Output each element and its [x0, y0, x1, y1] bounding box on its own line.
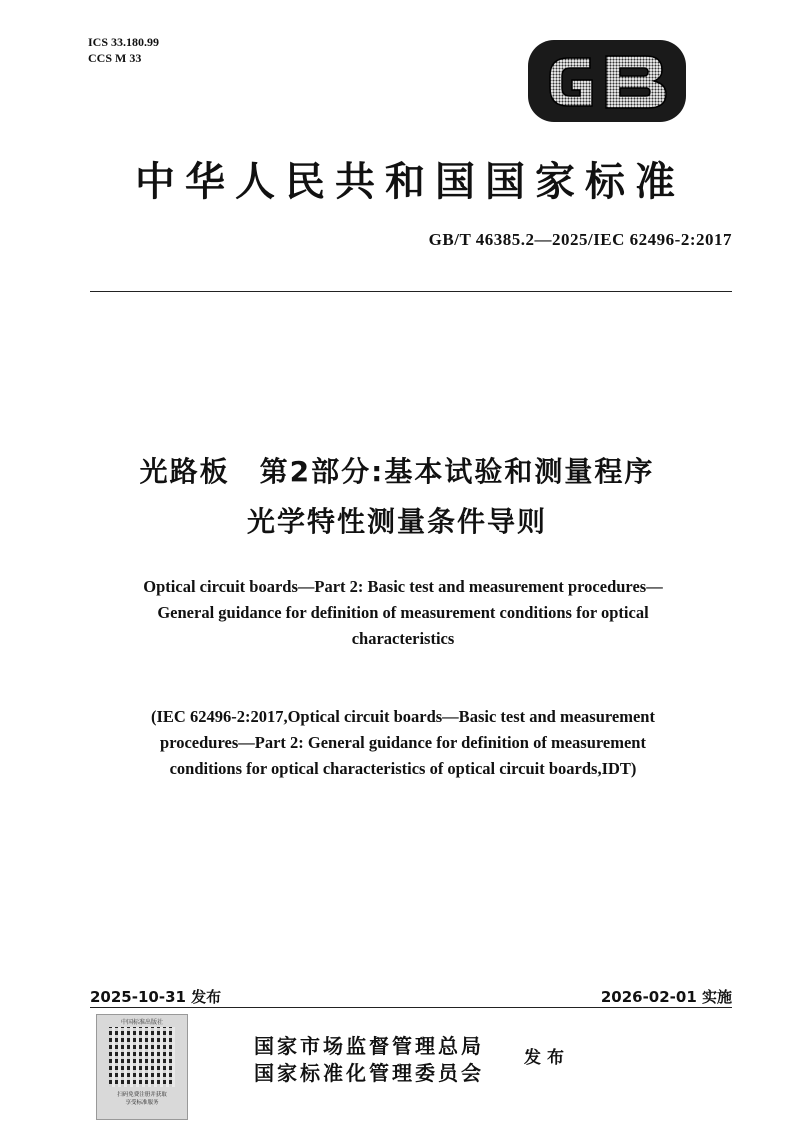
qr-code-pattern [109, 1027, 175, 1087]
footer-divider [90, 1007, 732, 1008]
chinese-title-line-1: 光路板 第2部分:基本试验和测量程序 [139, 455, 655, 488]
ics-code: ICS 33.180.99 [88, 35, 160, 49]
issuer-sac: 国家标准化管理委员会 [254, 1061, 484, 1085]
equivalence-line: (IEC 62496-2:2017,Optical circuit boards—Basic test and measurement [151, 707, 655, 726]
gb-logo-icon [528, 40, 686, 122]
english-title-line: Optical circuit boards—Part 2: Basic test and measurement procedures— [143, 577, 663, 596]
english-title-line: General guidance for definition of measurement conditions for optical [157, 603, 649, 622]
standard-number: GB/T 46385.2—2025/IEC 62496-2:2017 [428, 230, 732, 249]
issue-date: 2025-10-31 发布 [90, 988, 222, 1006]
implementation-date: 2026-02-01 实施 [600, 988, 732, 1006]
publish-label: 发布 [524, 1048, 570, 1068]
anti-counterfeit-label[interactable] [96, 1014, 188, 1120]
classification-codes [88, 34, 159, 66]
chinese-title-line-2: 光学特性测量条件导则 [246, 505, 547, 538]
header-divider [90, 291, 732, 292]
national-standard-title: 中华人民共和国国家标准 [135, 158, 685, 205]
label-publisher: 中国标准出版社 [120, 1019, 163, 1026]
issuer-samr: 国家市场监督管理总局 [254, 1034, 484, 1058]
label-caption-line: 享受标准服务 [125, 1100, 159, 1106]
ccs-code: CCS M 33 [88, 51, 142, 65]
equivalence-statement [90, 704, 716, 782]
english-title-line: characteristics [351, 629, 455, 648]
equivalence-line: procedures—Part 2: General guidance for definition of measurement [160, 733, 646, 752]
equivalence-line: conditions for optical characteristics of optical circuit boards,IDT) [169, 759, 637, 778]
label-caption-line: 扫码免费注册并获取 [117, 1092, 167, 1098]
english-title [90, 574, 716, 652]
label-caption [99, 1091, 185, 1107]
